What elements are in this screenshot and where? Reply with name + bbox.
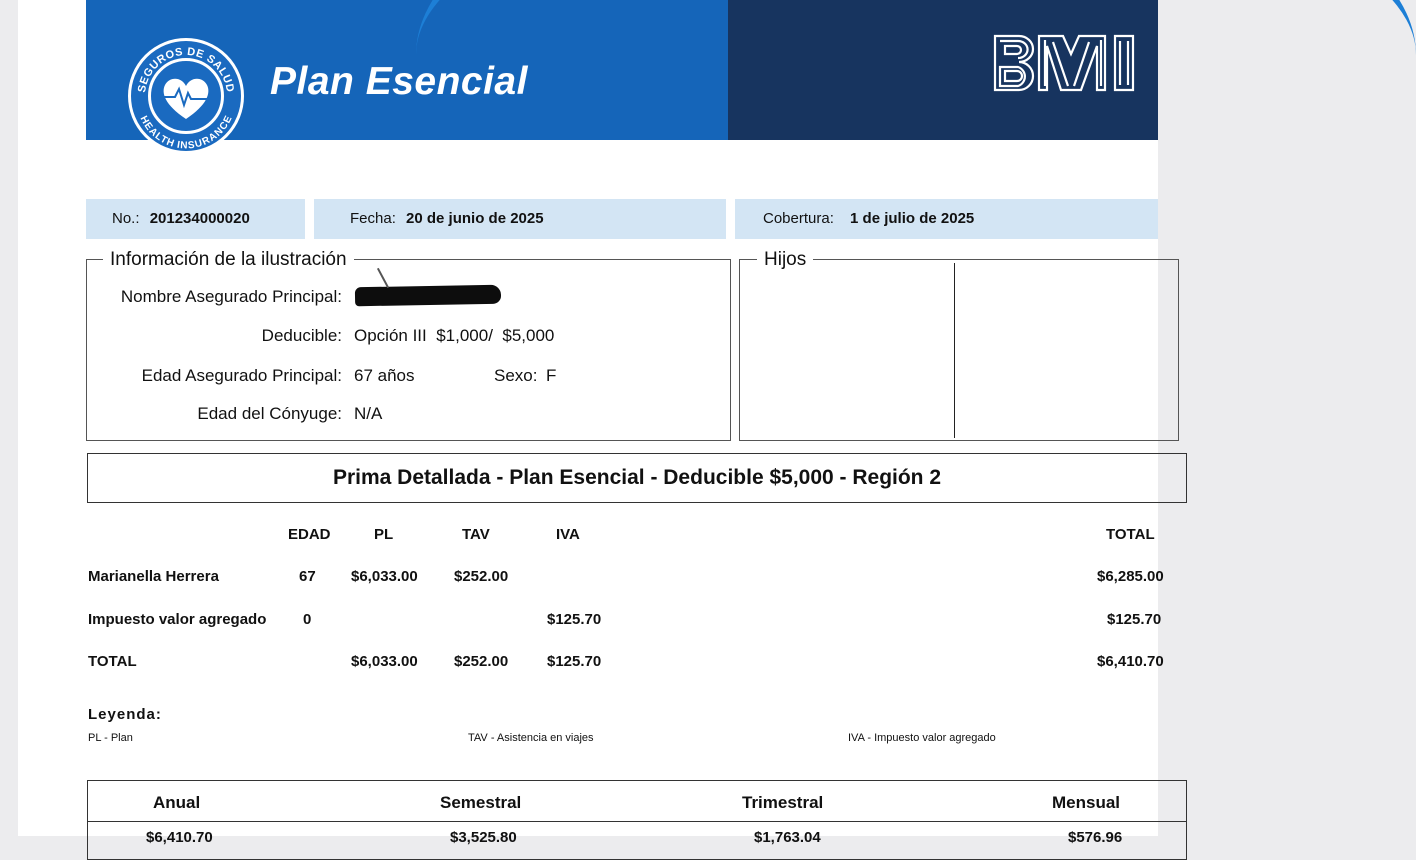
premium-detail-title: Prima Detallada - Plan Esencial - Deducible $5,000 - Región 2 xyxy=(87,453,1187,503)
payment-header-quarterly: Trimestral xyxy=(742,793,824,812)
date-label: Fecha: xyxy=(350,210,396,227)
payment-header-annual: Anual xyxy=(153,793,201,812)
illustration-info-title: Información de la ilustración xyxy=(103,250,354,270)
row-total-total: $6,410.70 xyxy=(1097,653,1164,670)
payment-value-semiannual: $3,525.80 xyxy=(450,829,517,846)
document-page xyxy=(18,0,1164,846)
row-vat-edad: 0 xyxy=(303,611,312,628)
redacted-name xyxy=(355,285,501,307)
children-divider xyxy=(954,263,955,438)
legend-tav: TAV - Asistencia en viajes xyxy=(468,732,594,744)
row-insured-pl: $6,033.00 xyxy=(351,568,418,585)
sex-label: Sexo: xyxy=(494,366,538,385)
quote-number-label: No.: xyxy=(112,210,140,227)
col-edad: EDAD xyxy=(288,526,331,543)
seal-top-text: SEGUROS DE SALUD xyxy=(136,45,236,94)
spouse-age-value: N/A xyxy=(354,404,383,423)
spouse-age-label: Edad del Cónyuge: xyxy=(197,404,342,423)
col-tav: TAV xyxy=(462,526,490,543)
legend-iva: IVA - Impuesto valor agregado xyxy=(848,732,996,744)
heart-icon xyxy=(151,61,221,131)
deductible-label: Deducible: xyxy=(261,326,342,345)
row-insured-edad: 67 xyxy=(299,568,316,585)
date-value: 20 de junio de 2025 xyxy=(406,210,544,227)
row-total-pl: $6,033.00 xyxy=(351,653,418,670)
row-total-iva: $125.70 xyxy=(547,653,602,670)
legend-title: Leyenda: xyxy=(88,706,162,723)
plan-title: Plan Esencial xyxy=(270,60,528,103)
quote-number-box xyxy=(86,199,305,239)
seal-inner-ring xyxy=(148,58,224,134)
quote-number-value: 201234000020 xyxy=(149,210,250,227)
col-pl: PL xyxy=(374,526,394,543)
children-title: Hijos xyxy=(757,250,813,270)
col-iva: IVA xyxy=(556,526,580,543)
coverage-value: 1 de julio de 2025 xyxy=(850,210,975,227)
deductible-value: Opción III $1,000/ $5,000 xyxy=(354,326,555,345)
coverage-label: Cobertura: xyxy=(763,210,834,227)
col-total: TOTAL xyxy=(1106,526,1155,543)
row-insured-name: Marianella Herrera xyxy=(88,568,219,585)
payment-frequency-table xyxy=(87,780,1187,860)
age-value: 67 años xyxy=(354,366,415,385)
coverage-box xyxy=(735,199,1158,239)
date-box xyxy=(314,199,726,239)
row-vat-name: Impuesto valor agregado xyxy=(88,611,267,628)
age-label: Edad Asegurado Principal: xyxy=(141,366,342,385)
payment-value-annual: $6,410.70 xyxy=(146,829,213,846)
row-insured-total: $6,285.00 xyxy=(1097,568,1164,585)
sex-value: F xyxy=(546,366,557,385)
row-total-name: TOTAL xyxy=(88,653,137,670)
seal-bottom-text: HEALTH INSURANCE xyxy=(137,114,235,151)
bmi-logo xyxy=(993,34,1135,94)
insured-name-label: Nombre Asegurado Principal: xyxy=(120,287,342,306)
children-panel xyxy=(739,259,1179,441)
payment-header-monthly: Mensual xyxy=(1052,793,1121,812)
health-insurance-seal xyxy=(128,38,244,154)
payment-value-monthly: $576.96 xyxy=(1068,829,1123,846)
row-total-tav: $252.00 xyxy=(454,653,509,670)
row-vat-total: $125.70 xyxy=(1107,611,1162,628)
payment-value-quarterly: $1,763.04 xyxy=(754,829,821,846)
row-insured-tav: $252.00 xyxy=(454,568,509,585)
row-vat-iva: $125.70 xyxy=(547,611,602,628)
payment-table-divider xyxy=(88,821,1186,822)
legend-pl: PL - Plan xyxy=(88,732,133,744)
payment-header-semiannual: Semestral xyxy=(440,793,522,812)
